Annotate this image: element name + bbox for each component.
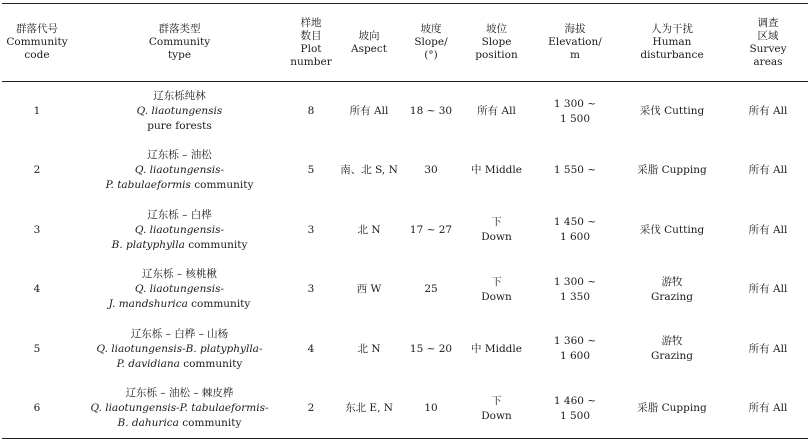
cell-elevation: 1 300 ~ 1 350	[553, 275, 597, 303]
cell-code: 3	[33, 223, 41, 236]
table-row	[2, 82, 808, 142]
cell-slope: 25	[424, 283, 438, 296]
table-body	[2, 82, 808, 439]
header-plot: 样地 数目 Plot number	[290, 16, 332, 68]
cell-elevation: 1 360 ~ 1 600	[553, 335, 597, 363]
cell-plot: 2	[307, 402, 315, 414]
header-survey: 调查 区域 Survey areas	[749, 16, 787, 68]
cell-aspect: 西 W	[356, 283, 382, 296]
cell-slope: 18 ~ 30	[409, 105, 453, 117]
header-elevation: 海拔 Elevation/ m	[548, 23, 602, 61]
cell-human: 采伐 Cutting	[639, 223, 705, 236]
community-table	[2, 3, 808, 439]
cell-type: 辽东栎 – 白桦 Q. liaotungensis- B. platyphylla community	[111, 208, 248, 251]
cell-human: 游牧 Grazing	[650, 335, 694, 363]
cell-elevation: 1 450 ~ 1 600	[553, 216, 597, 244]
cell-aspect: 北 N	[357, 223, 381, 236]
cell-aspect: 东北 E, N	[345, 402, 393, 414]
table-header	[2, 4, 808, 82]
cell-human: 采脂 Cupping	[637, 402, 707, 414]
cell-position: 中 Middle	[471, 342, 522, 355]
cell-code: 4	[33, 283, 41, 296]
cell-code: 6	[33, 402, 41, 414]
cell-plot: 3	[307, 223, 315, 236]
cell-aspect: 北 N	[357, 342, 381, 355]
cell-code: 2	[33, 164, 41, 177]
header-type: 群落类型 Community type	[148, 23, 211, 61]
cell-elevation: 1 300 ~ 1 500	[553, 97, 597, 125]
header-position: 坡位 Slope position	[475, 23, 518, 61]
table-row	[2, 141, 808, 201]
cell-slope: 30	[424, 164, 438, 177]
cell-position: 中 Middle	[471, 164, 522, 177]
cell-type: 辽东栎 – 白桦 – 山杨 Q. liaotungensis-B. platyphylla- P. davidiana community	[96, 327, 263, 370]
cell-type: 辽东栎 – 核桃楸 Q. liaotungensis- J. mandshurica community	[108, 268, 251, 311]
cell-elevation: 1 550 ~	[553, 164, 597, 177]
cell-type: 辽东栎纯林 Q. liaotungensis pure forests	[136, 90, 223, 132]
table-row	[2, 379, 808, 439]
cell-type: 辽东栎 – 油松 – 棘皮桦 Q. liaotungensis-P. tabulaeformis- B. dahurica community	[90, 387, 269, 429]
cell-survey: 所有 All	[748, 223, 788, 236]
cell-position: 下 Down	[481, 216, 512, 244]
cell-human: 游牧 Grazing	[650, 275, 694, 303]
cell-position: 所有 All	[477, 105, 516, 117]
cell-plot: 5	[307, 164, 315, 177]
table-row	[2, 320, 808, 380]
cell-survey: 所有 All	[748, 105, 788, 117]
header-code: 群落代号 Community code	[6, 23, 68, 61]
cell-code: 1	[33, 105, 41, 117]
table-row	[2, 260, 808, 320]
cell-aspect: 所有 All	[349, 105, 389, 117]
cell-type: 辽东栎 – 油松 Q. liaotungensis- P. tabulaeformis community	[105, 149, 254, 192]
cell-human: 采脂 Cupping	[637, 164, 707, 177]
cell-position: 下 Down	[481, 275, 512, 303]
cell-elevation: 1 460 ~ 1 500	[553, 394, 597, 422]
cell-slope: 17 ~ 27	[409, 223, 453, 236]
cell-plot: 8	[307, 105, 315, 117]
header-human: 人为干扰 Human disturbance	[640, 23, 704, 61]
cell-slope: 15 ~ 20	[409, 342, 453, 355]
cell-plot: 3	[307, 283, 315, 296]
cell-survey: 所有 All	[748, 402, 788, 414]
header-slope: 坡度 Slope/ (°)	[414, 23, 448, 61]
community-table-wrapper	[2, 3, 808, 439]
cell-survey: 所有 All	[748, 283, 788, 296]
cell-human: 采伐 Cutting	[639, 105, 705, 117]
cell-plot: 4	[307, 342, 315, 355]
cell-code: 5	[33, 342, 41, 355]
cell-position: 下 Down	[481, 394, 512, 422]
header-row	[2, 4, 808, 82]
cell-survey: 所有 All	[748, 164, 788, 177]
header-aspect: 坡向 Aspect	[350, 29, 387, 55]
cell-aspect: 南、北 S, N	[340, 164, 398, 177]
table-row	[2, 201, 808, 261]
cell-survey: 所有 All	[748, 342, 788, 355]
cell-slope: 10	[424, 402, 438, 414]
